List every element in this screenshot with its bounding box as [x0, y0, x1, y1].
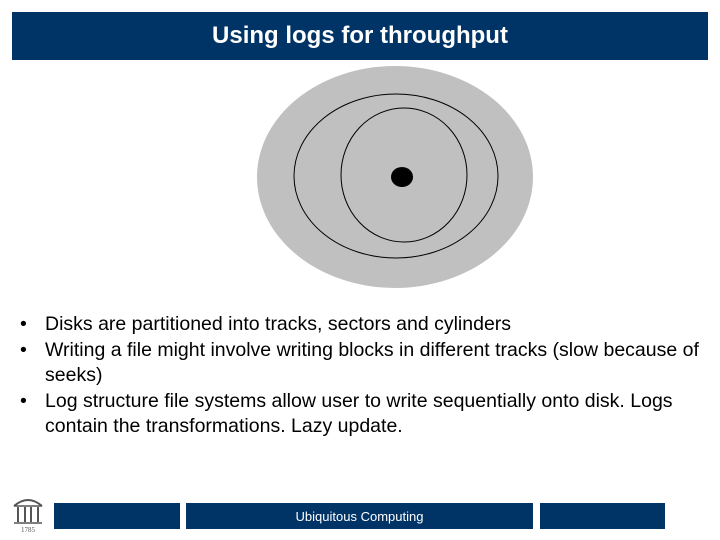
bullet-dot-icon: • — [20, 313, 27, 335]
footer-bar-left — [54, 503, 180, 529]
bullet-text: Disks are partitioned into tracks, sectors and cylinders — [45, 313, 512, 335]
logo-year: 1785 — [21, 526, 35, 534]
bullet-list — [20, 312, 700, 440]
bullet-item — [20, 338, 700, 389]
university-arch-logo-icon — [10, 494, 46, 534]
slide-title: Using logs for throughput — [212, 22, 508, 49]
bullet-text: Writing a file might involve writing blocks in different tracks (slow because of seeks) — [45, 338, 699, 386]
bullet-text: Log structure file systems allow user to write sequentially onto disk. Logs contain the transformations. Lazy update. — [45, 389, 673, 437]
disk-spindle — [391, 167, 413, 187]
bullet-item — [20, 312, 700, 338]
bullet-dot-icon: • — [20, 338, 27, 361]
footer-text: Ubiquitous Computing — [295, 508, 424, 524]
bullet-item — [20, 389, 700, 440]
footer-bar-right — [540, 503, 665, 529]
footer-bar-center — [186, 503, 533, 529]
bullet-dot-icon: • — [20, 389, 27, 412]
